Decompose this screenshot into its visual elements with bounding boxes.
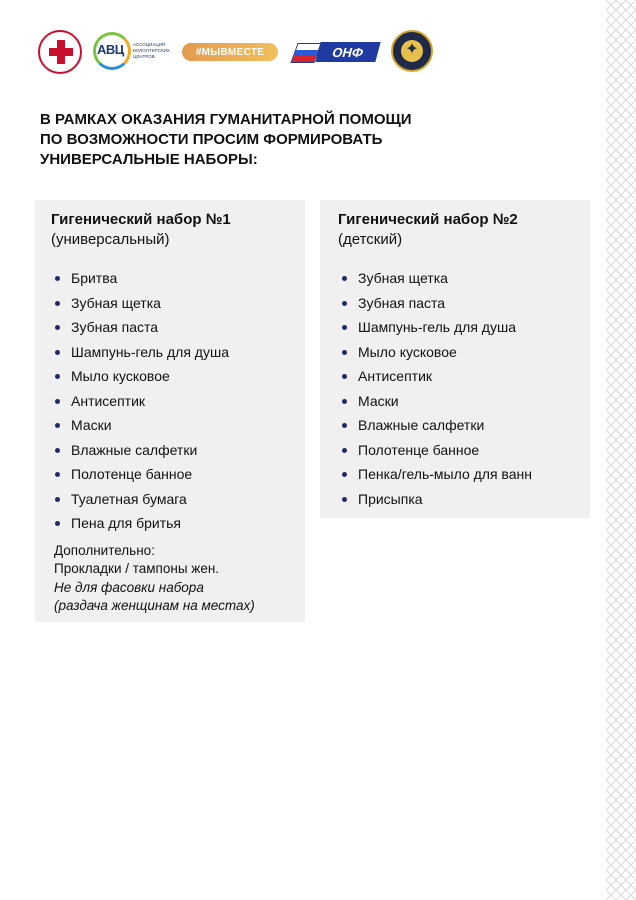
item-list [338,266,572,511]
additional-note [51,542,289,616]
list-item: Мыло кусковое [338,340,572,365]
list-item: Зубная паста [338,291,572,316]
list-item: Бритва [51,266,289,291]
heading-line: В РАМКАХ ОКАЗАНИЯ ГУМАНИТАРНОЙ ПОМОЩИ [40,111,412,128]
list-item: Присыпка [338,487,572,512]
red-cross-logo [38,30,82,74]
list-item: Маски [51,413,289,438]
list-item: Пена для бритья [51,511,289,536]
list-item: Антисептик [51,389,289,414]
list-item: Влажные салфетки [51,438,289,463]
hygiene-set-1-card [35,200,305,622]
list-item: Полотенце банное [51,462,289,487]
set-subtitle: (детский) [338,231,403,248]
emblem-logo: ✦ [391,30,433,72]
heading-line: ПО ВОЗМОЖНОСТИ ПРОСИМ ФОРМИРОВАТЬ [40,131,383,148]
list-item: Влажные салфетки [338,413,572,438]
extra-note: (раздача женщинам на местах) [54,598,255,613]
hygiene-set-2-card [320,200,590,518]
extra-note: Не для фасовки набора [54,579,204,595]
set-subtitle: (универсальный) [51,231,170,248]
set-title: Гигенический набор №1 [51,211,231,228]
extra-item: Прокладки / тампоны жен. [54,561,220,576]
list-item: Шампунь-гель для душа [338,315,572,340]
list-item: Мыло кусковое [51,364,289,389]
list-item: Зубная щетка [338,266,572,291]
list-item: Шампунь-гель для душа [51,340,289,365]
decorative-side-pattern [606,0,636,900]
onf-logo: ОНФ [294,42,380,62]
list-item: Полотенце банное [338,438,572,463]
avc-logo: АВЦ АССОЦИАЦИЯ ВОЛОНТЕРСКИХ ЦЕНТРОВ [93,32,183,72]
set-title: Гигенический набор №2 [338,211,518,228]
extra-label: Дополнительно: [54,542,155,558]
item-list [51,266,289,536]
my-vmeste-logo: #МЫВМЕСТЕ [182,43,278,61]
list-item: Пенка/гель-мыло для ванн [338,462,572,487]
list-item: Зубная щетка [51,291,289,316]
heading-line: УНИВЕРСАЛЬНЫЕ НАБОРЫ: [40,151,258,168]
list-item: Маски [338,389,572,414]
list-item: Туалетная бумага [51,487,289,512]
list-item: Зубная паста [51,315,289,340]
list-item: Антисептик [338,364,572,389]
page-heading [40,110,500,170]
